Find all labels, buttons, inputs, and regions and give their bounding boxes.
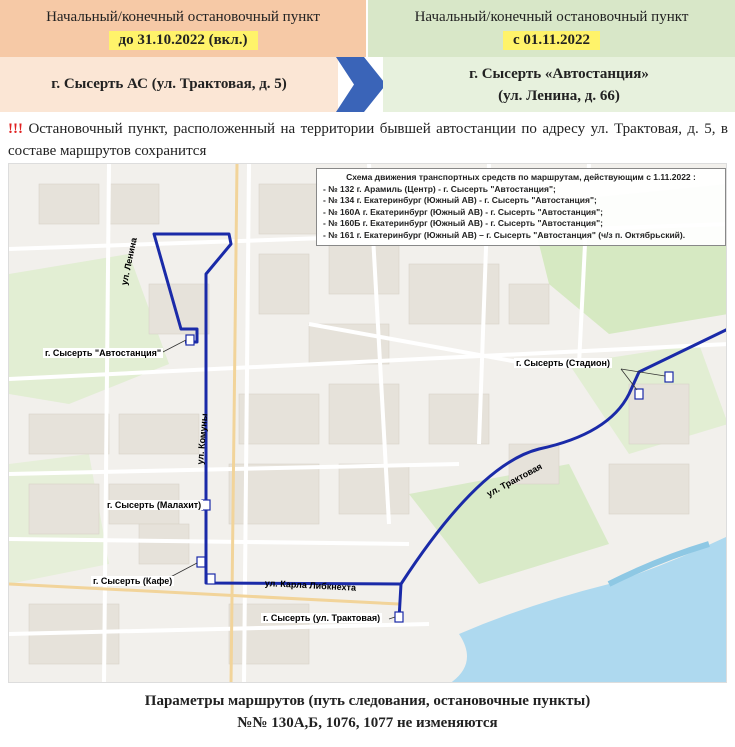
legend-title: Схема движения транспортных средств по маршрутам, действующим с 1.11.2022 : <box>346 172 696 182</box>
footer <box>0 690 735 734</box>
street-label-komuny: ул. Комуны <box>195 413 210 465</box>
footer-line-1: Параметры маршрутов (путь следования, остановочные пункты) <box>144 693 591 709</box>
legend-item: - № 132 г. Арамиль (Центр) - г. Сысерть "Автостанция"; <box>323 183 556 194</box>
stop-label-traktovaya: г. Сысерть (ул. Трактовая) <box>263 613 381 623</box>
legend-item: - № 161 г. Екатеринбург (Южный АВ) – г. Сысерть "Автостанция" (ч/з п. Октябрьский). <box>323 229 686 240</box>
street-label-traktovaya: ул. Трактовая <box>485 461 544 499</box>
legend-item: - № 134 г. Екатеринбург (Южный АВ) - г. Сысерть "Автостанция"; <box>323 195 597 205</box>
legend-item: - № 160Б г. Екатеринбург (Южный АВ) - г. Сысерть "Автостанция"; <box>323 218 603 228</box>
stop-label-stadion: г. Сысерть (Стадион) <box>516 358 610 368</box>
new-terminal-block <box>383 57 735 112</box>
notice <box>8 118 728 162</box>
header-new-terminal <box>368 0 735 57</box>
stop-label-avtostantsiya: г. Сысерть "Автостанция" <box>45 348 162 358</box>
warning-mark: !!! <box>8 121 23 137</box>
header-old-terminal <box>0 0 366 57</box>
header-right-title: Начальный/конечный остановочный пункт <box>414 9 689 25</box>
new-terminal-address: (ул. Ленина, д. 66) <box>498 87 620 104</box>
footer-line-2: №№ 130А,Б, 1076, 1077 не изменяются <box>237 715 498 731</box>
old-terminal-name: г. Сысерть АС (ул. Трактовая, д. 5) <box>0 57 338 112</box>
stop-label-kafe: г. Сысерть (Кафе) <box>93 576 173 586</box>
header-left-title: Начальный/конечный остановочный пункт <box>46 9 320 25</box>
header-right-date: с 01.11.2022 <box>503 31 600 50</box>
route-legend <box>316 168 726 246</box>
legend-item: - № 160А г. Екатеринбург (Южный АВ) - г. Сысерть "Автостанция"; <box>323 206 603 217</box>
street-label-lenina: ул. Ленина <box>119 236 139 287</box>
new-terminal-name: г. Сысерть «Автостанция» <box>469 65 649 82</box>
notice-text: Остановочный пункт, расположенный на территории бывшей автостанции по адресу ул. Трактовая, д. 5, в составе маршрутов сохранится <box>8 121 728 159</box>
street-label-karla: ул. Карла Либкнехта <box>264 578 357 593</box>
header-left-date: до 31.10.2022 (вкл.) <box>109 31 258 50</box>
arrow-right-icon <box>336 57 386 112</box>
stop-label-malakhit: г. Сысерть (Малахит) <box>107 500 202 510</box>
